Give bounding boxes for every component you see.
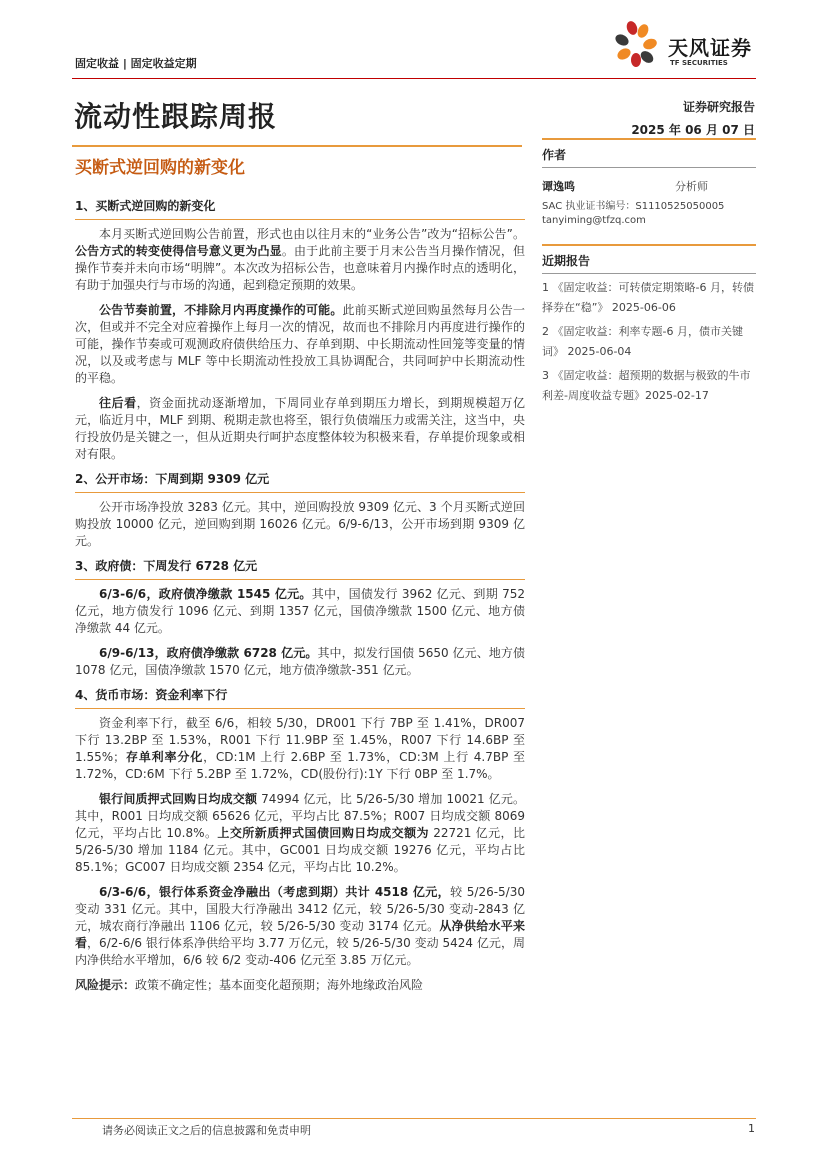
paragraph-text: ，CD:1M 上行 2.6BP 至 1.73%，CD:3M 上行 4.7BP 至 1.72%，CD:6M 下行 5.2BP 至 1.72%，CD(股份行):1Y 下行 0BP 至 1.7%。 [75, 750, 525, 781]
section-divider [75, 492, 525, 493]
paragraph-emphasis: 往后看 [99, 396, 137, 410]
paragraph [75, 226, 525, 294]
section-title: 4、货币市场：资金利率下行 [75, 688, 228, 702]
recent-report-item[interactable]: 1 《固定收益：可转债定期策略-6 月，转债择券在“稳”》 2025-06-06 [542, 281, 754, 314]
author-divider [542, 167, 756, 168]
page-title: 流动性跟踪周报 [74, 100, 278, 133]
recent-thin-divider [542, 273, 756, 274]
paragraph [75, 884, 525, 969]
paragraph [75, 715, 525, 783]
section-divider [75, 708, 525, 709]
section-divider [75, 579, 525, 580]
report-type: 证券研究报告 [682, 100, 755, 114]
risk-warning [75, 977, 525, 994]
paragraph-text: 此前买断式逆回购虽然每月公告一次，但或并不完全对应着操作上每月一次的情况，故而也不排除月内再度进行操作的可能，操作节奏或可观测政府债供给压力、存单到期、中长期流动性回笼等变量的情况，以及或考虑与 MLF 等中长期流动性投放工具协调配合，共同呵护中长期流动性的平稳。 [75, 303, 525, 385]
paragraph-emphasis: 存单利率分化 [125, 750, 204, 764]
paragraph-text: 其中，拟发行国债 5650 亿元、地方债 1078 亿元，国债净缴款 1570 亿元，地方债净缴款-351 亿元。 [75, 646, 526, 677]
author-role: 分析师 [675, 180, 708, 193]
paragraph [75, 645, 525, 679]
paragraph-text: 本月买断式逆回购公告前置，形式也由以往月末的“业务公告”改为“招标公告”。 [99, 227, 525, 241]
author-email[interactable]: tanyiming@tfzq.com [542, 215, 646, 226]
report-date: 2025 年 06 月 07 日 [631, 123, 755, 137]
sidebar [542, 138, 756, 406]
section-title: 2、公开市场：下周到期 9309 亿元 [75, 472, 270, 486]
paragraph-emphasis: 公告方式的转变使得信号意义更为凸显 [75, 244, 282, 258]
section-title: 3、政府债：下周发行 6728 亿元 [75, 559, 258, 573]
logo-name-cn: 天风证券 [668, 36, 752, 60]
paragraph-text: ，资金面扰动逐渐增加，下周同业存单到期压力增长，到期规模超万亿元，临近月中，MLF 到期、税期走款也将至，银行负债端压力或需关注，这当中，央行投放仍是关键之一，但从近期央行呵护态度整体较为积极来看，存单提价现象或相对有限。 [75, 396, 525, 461]
paragraph [75, 791, 525, 876]
paragraph [75, 302, 525, 387]
paragraph-text: 较 5/26-5/30 变动 331 亿元。其中，国股大行净融出 3412 亿元，较 5/26-5/30 变动-2843 亿元，城农商行净融出 1106 亿元，较 5/26-5/30 变动 3174 亿元。 [75, 885, 525, 933]
paragraph: 公开市场净投放 3283 亿元。其中，逆回购投放 9309 亿元、3 个月买断式逆回购投放 10000 亿元，逆回购到期 16026 亿元。6/9-6/13，公开市场到期 9309 亿元。 [75, 500, 525, 548]
paragraph-emphasis: 6/9-6/13，政府债净缴款 6728 亿元。 [99, 646, 318, 660]
paragraph-emphasis: 上交所新质押式国债回购日均成交额为 [217, 826, 429, 840]
paragraph-text: 其中，国债发行 3962 亿元、到期 752 亿元，地方债发行 1096 亿元、到期 1357 亿元，国债净缴款 1500 亿元、地方债净缴款 44 亿元。 [75, 587, 526, 635]
paragraph-emphasis: 银行间质押式回购日均成交额 [99, 792, 258, 806]
recent-reports [542, 244, 756, 406]
paragraph [75, 395, 525, 463]
paragraph-emphasis: 6/3-6/6，政府债净缴款 1545 亿元。 [99, 587, 312, 601]
risk-label: 风险提示： [75, 978, 136, 992]
author-row [542, 178, 756, 194]
paragraph-emphasis: 公告节奏前置，不排除月内再度操作的可能。 [99, 303, 343, 317]
paragraph-text: ，6/2-6/6 银行体系净供给平均 3.77 万亿元，较 5/26-5/30 变动 5424 亿元，周内净供给水平增加，6/6 较 6/2 变动-406 亿元至 3.85 万亿元。 [75, 936, 525, 967]
title-divider [72, 145, 522, 147]
recent-heading: 近期报告 [542, 254, 591, 268]
footer-disclaimer: 请务必阅读正文之后的信息披露和免责申明 [102, 1124, 311, 1137]
paragraph [75, 586, 525, 637]
author-name: 谭逸鸣 [542, 180, 575, 193]
paragraph-text: 。由于此前主要于月末公告当月操作情况，但操作节奏并未向市场“明牌”。本次改为招标公告，也意味着月内操作时点的透明化，有助于加强央行与市场的沟通，起到稳定预期的效果。 [75, 244, 525, 292]
recent-report-item[interactable]: 3 《固定收益：超预期的数据与极致的牛市利差-周度收益专题》2025-02-17 [542, 369, 751, 402]
top-divider [72, 78, 756, 79]
flower-logo-icon [610, 20, 668, 72]
risk-text: 政策不确定性；基本面变化超预期；海外地缘政治风险 [135, 978, 424, 992]
page-subtitle: 买断式逆回购的新变化 [75, 158, 245, 178]
main-content [75, 198, 525, 994]
paragraph-text: 22721 亿元，比 5/26-5/30 增加 1184 亿元。其中，GC001 日均成交额 19276 亿元，平均占比 85.1%；GC007 日均成交额 2354 亿元，平均占比 10.2%。 [75, 826, 525, 874]
author-heading: 作者 [542, 148, 567, 162]
author-cert: SAC 执业证书编号：S1110525050005 [542, 201, 725, 212]
paragraph-text: 资金利率下行，截至 6/6，相较 5/30，DR001 下行 7BP 至 1.41%，DR007 下行 13.2BP 至 1.53%，R001 下行 11.9BP 至 1.45%，R007 下行 14.6BP 至 1.55%； [75, 716, 525, 764]
company-logo [610, 20, 760, 72]
logo-name-en: TF SECURITIES [670, 59, 728, 67]
section-divider [75, 219, 525, 220]
paragraph-emphasis: 6/3-6/6，银行体系资金净融出（考虑到期）共计 4518 亿元， [99, 885, 451, 899]
breadcrumb: 固定收益 | 固定收益定期 [75, 57, 197, 70]
recent-report-item[interactable]: 2 《固定收益：利率专题-6 月，债市关键词》 2025-06-04 [542, 325, 743, 358]
paragraph-text: 74994 亿元，比 5/26-5/30 增加 10021 亿元。其中，R001 日均成交额 65626 亿元，平均占比 87.5%；R007 日均成交额 8069 亿元，平均占比 10.8%。 [75, 792, 525, 840]
footer-divider [72, 1118, 756, 1119]
page-number: 1 [748, 1122, 755, 1135]
paragraph-emphasis: 从净供给水平来看 [75, 919, 525, 950]
section-title: 1、买断式逆回购的新变化 [75, 199, 216, 213]
